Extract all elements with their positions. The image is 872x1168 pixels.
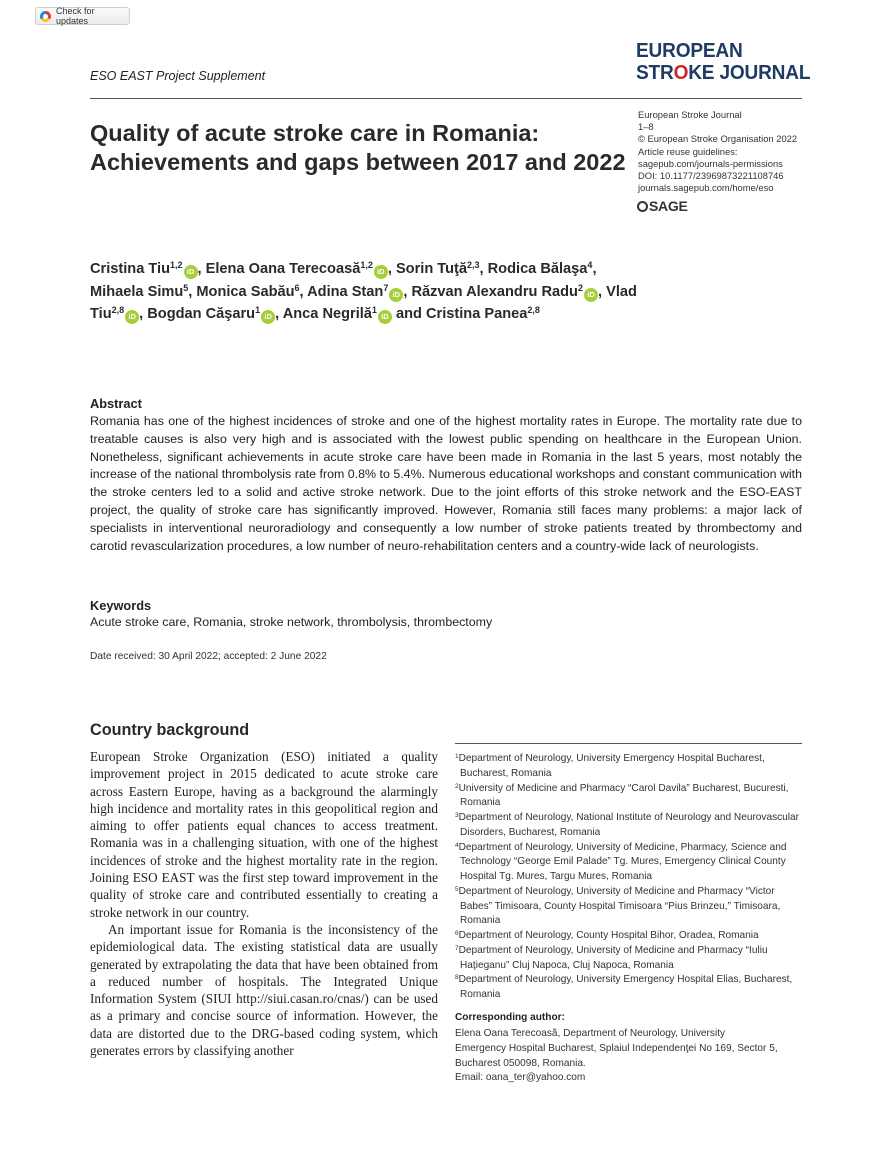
author-separator: , — [188, 283, 197, 300]
author-name: Adina Stan — [307, 283, 384, 300]
author-separator: , — [387, 261, 396, 277]
body-text — [90, 748, 438, 1059]
meta-permissions-link[interactable]: sagepub.com/journals-permissions — [638, 157, 783, 169]
affiliation-text: Department of Neurology, University Emergency Hospital Bucharest, Bucharest, Romania — [458, 753, 765, 779]
author-name: Bogdan Căşaru — [147, 306, 256, 322]
orcid-icon[interactable]: iD — [374, 265, 388, 279]
meta-journal: European Stroke Journal — [638, 109, 742, 120]
date-received: Date received: 30 April 2022; accepted: 2 June 2022 — [90, 651, 327, 662]
corresponding-email[interactable]: Email: oana_ter@yahoo.com — [455, 1072, 586, 1084]
body-paragraph: An important issue for Romania is the inconsistency of the epidemiological data. The existing statistical data are usually generated by extrapolating the data that have been obtained from a reduced number of hospitals. The Integrated Unique Information System (SIUI http://siui.casan.ro/cnas/) can be used as a primary and concise source of information. However, the data are distorted due to the DRG-based coding system, which generates errors by classifying another — [90, 921, 438, 1059]
author-list — [90, 258, 650, 326]
supplement-label: ESO EAST Project Supplement — [90, 69, 266, 83]
author-name: Mihaela Simu — [90, 283, 184, 300]
keywords-heading: Keywords — [90, 598, 152, 613]
author-separator: , — [479, 261, 488, 277]
journal-logo-line2: STROKE JOURNAL — [636, 61, 811, 84]
author-affiliation-number: 2,3 — [467, 260, 480, 270]
author-affiliation-number: 2 — [577, 282, 583, 293]
orcid-icon[interactable]: iD — [125, 310, 139, 324]
affiliation-list — [455, 752, 805, 1003]
author-affiliation-number: 2,8 — [111, 305, 125, 315]
keywords-text: Acute stroke care, Romania, stroke network, thrombolysis, thrombectomy — [90, 615, 493, 629]
affiliation-item — [455, 782, 805, 812]
affiliation-text: Department of Neurology, University Emergency Hospital Elias, Bucharest, Romania — [458, 974, 793, 1000]
author-affiliation-number: 1,2 — [170, 260, 183, 270]
check-for-updates-button[interactable] — [35, 7, 130, 25]
affiliation-number: 1 — [455, 753, 459, 760]
author-affiliation-number: 7 — [383, 282, 389, 293]
author-affiliation-number: 6 — [294, 282, 300, 293]
author-separator: and — [391, 306, 426, 322]
abstract-heading: Abstract — [90, 396, 142, 411]
orcid-icon[interactable]: iD — [378, 310, 392, 324]
author-name: Cristina Tiu — [90, 261, 171, 277]
author-separator: , — [403, 283, 412, 300]
crossmark-icon — [40, 11, 51, 22]
meta-reuse: Article reuse guidelines: — [638, 145, 738, 157]
affiliation-item — [455, 885, 805, 929]
journal-meta — [638, 109, 797, 194]
affiliation-number: 3 — [455, 812, 459, 819]
check-for-updates-label: Check for updates — [56, 6, 95, 26]
corresponding-heading: Corresponding author: — [455, 1012, 565, 1023]
author-affiliation-number: 2,8 — [527, 305, 540, 315]
author-name: Vlad Tiu — [90, 283, 637, 322]
corresponding-line: Elena Oana Terecoasă, Department of Neurology, University — [455, 1028, 726, 1039]
author-affiliation-number: 1 — [371, 305, 377, 315]
author-separator: , — [598, 283, 607, 300]
affiliation-number: 8 — [455, 974, 459, 982]
orcid-icon[interactable]: iD — [389, 288, 403, 302]
body-paragraph: European Stroke Organization (ESO) initiated a quality improvement project in 2015 dedicated to acute stroke care across Eastern Europe, having as a background the alarmingly high incidence and mortality rates in this geopolitical region and aiming to offer patients equal chances to access treatment. Romania was in a challenging situation, with one of the highest incidences of stroke and the highest mortality rate in the region. Joining ESO EAST was the first step toward improvement in the quality of stroke care and contributed essentially to creating a stroke network in our country. — [90, 749, 438, 920]
affiliation-text: Department of Neurology, National Institute of Neurology and Neurovascular Disorders, Bucharest, Romania — [458, 812, 800, 838]
affiliation-number: 5 — [455, 885, 459, 893]
affiliation-number: 2 — [455, 782, 459, 790]
author-affiliation-number: 1 — [255, 305, 261, 315]
affiliation-text: Department of Neurology, University of Medicine and Pharmacy “Iuliu Haţieganu” Cluj Napoca, Cluj Napoca, Romania — [458, 944, 768, 971]
affiliation-item — [455, 973, 805, 1003]
header-rule — [90, 98, 802, 99]
sage-circle-icon — [637, 201, 648, 212]
author-separator: , — [275, 306, 283, 322]
affiliation-text: Department of Neurology, University of Medicine and Pharmacy “Victor Babes” Timisoara, County Hospital Timisoara “Pius Brinzeu,” Timisoara, Romania — [458, 885, 781, 927]
affiliation-item — [455, 811, 805, 841]
affiliation-text: Department of Neurology, University of Medicine, Pharmacy, Science and Technology “George Emil Palade” Tg. Mures, Emergency Clinical County Hospital Tg. Mures, Targu Mures, Romania — [458, 841, 787, 882]
affiliation-text: University of Medicine and Pharmacy “Carol Davila” Bucharest, Bucuresti, Romania — [458, 782, 789, 809]
footnote-rule — [455, 743, 802, 744]
author-separator: , — [197, 261, 206, 277]
author-separator: , — [299, 283, 308, 300]
orcid-icon[interactable]: iD — [584, 288, 598, 302]
meta-copyright: © European Stroke Organisation 2022 — [638, 133, 798, 145]
meta-pages: 1–8 — [638, 121, 654, 133]
affiliation-text: Department of Neurology, County Hospital Bihor, Oradea, Romania — [458, 930, 759, 941]
journal-logo-line1: EUROPEAN — [636, 39, 743, 62]
author-name: Rodica Bălaşa — [487, 261, 588, 277]
journal-logo — [636, 40, 810, 84]
abstract-text: Romania has one of the highest incidences of stroke and one of the highest mortality rates in Europe. The mortality rate due to treatable causes is also very high and is associated with the lowest public spending on healthcare in the European Union. Nonetheless, significant achievements in acute stroke care have been made in Romania in the last 5 years, most notably the increase of the national thrombolysis rate from 0.8% to 5.4%. Numerous educational workshops and constant communication with the stroke centers led to a solid and active stroke network. Due to the joint efforts of this stroke network and the ESO-EAST project, the quality of stroke care has significantly improved. However, Romania still faces many problems: a major lack of specialists in interventional neuroradiology and consequently a low number of stroke patients treated by thrombectomy and carotid revascularization procedures, a low number of neuro-rehabilitation centers and a country-wide lack of neurologists. — [90, 414, 802, 553]
author-separator: , — [139, 306, 148, 322]
section-heading: Country background — [90, 721, 250, 739]
affiliation-number: 4 — [455, 841, 459, 849]
corresponding-line: Emergency Hospital Bucharest, Splaiul Independenţei No 169, Sector 5, — [455, 1042, 778, 1054]
affiliation-item — [455, 841, 805, 885]
affiliation-item — [455, 929, 805, 944]
meta-doi[interactable]: DOI: 10.1177/23969873221108746 — [638, 170, 784, 182]
author-name: Elena Oana Terecoasă — [205, 261, 361, 277]
affiliation-number: 6 — [455, 930, 459, 937]
corresponding-details — [455, 1027, 805, 1086]
author-separator: , — [592, 261, 597, 277]
publisher-logo — [637, 198, 687, 214]
author-name: Cristina Panea — [426, 306, 528, 322]
corresponding-line: Bucharest 050098, Romania. — [455, 1057, 586, 1069]
affiliation-number: 7 — [455, 944, 459, 952]
meta-homepage-link[interactable]: journals.sagepub.com/home/eso — [638, 182, 774, 194]
author-name: Monica Sabău — [196, 283, 295, 300]
author-affiliation-number: 5 — [183, 282, 189, 293]
orcid-icon[interactable]: iD — [261, 310, 275, 324]
orcid-icon[interactable]: iD — [184, 265, 198, 279]
author-affiliation-number: 4 — [587, 260, 593, 270]
author-name: Sorin Tuţă — [395, 261, 468, 277]
author-name: Răzvan Alexandru Radu — [411, 283, 578, 300]
affiliation-item — [455, 752, 805, 782]
affiliation-item — [455, 944, 805, 974]
author-affiliation-number: 1,2 — [360, 260, 373, 270]
article-title: Quality of acute stroke care in Romania: Achievements and gaps between 2017 and 2022 — [90, 120, 626, 175]
author-name: Anca Negrilă — [282, 306, 372, 322]
publisher-name: SAGE — [649, 198, 688, 214]
